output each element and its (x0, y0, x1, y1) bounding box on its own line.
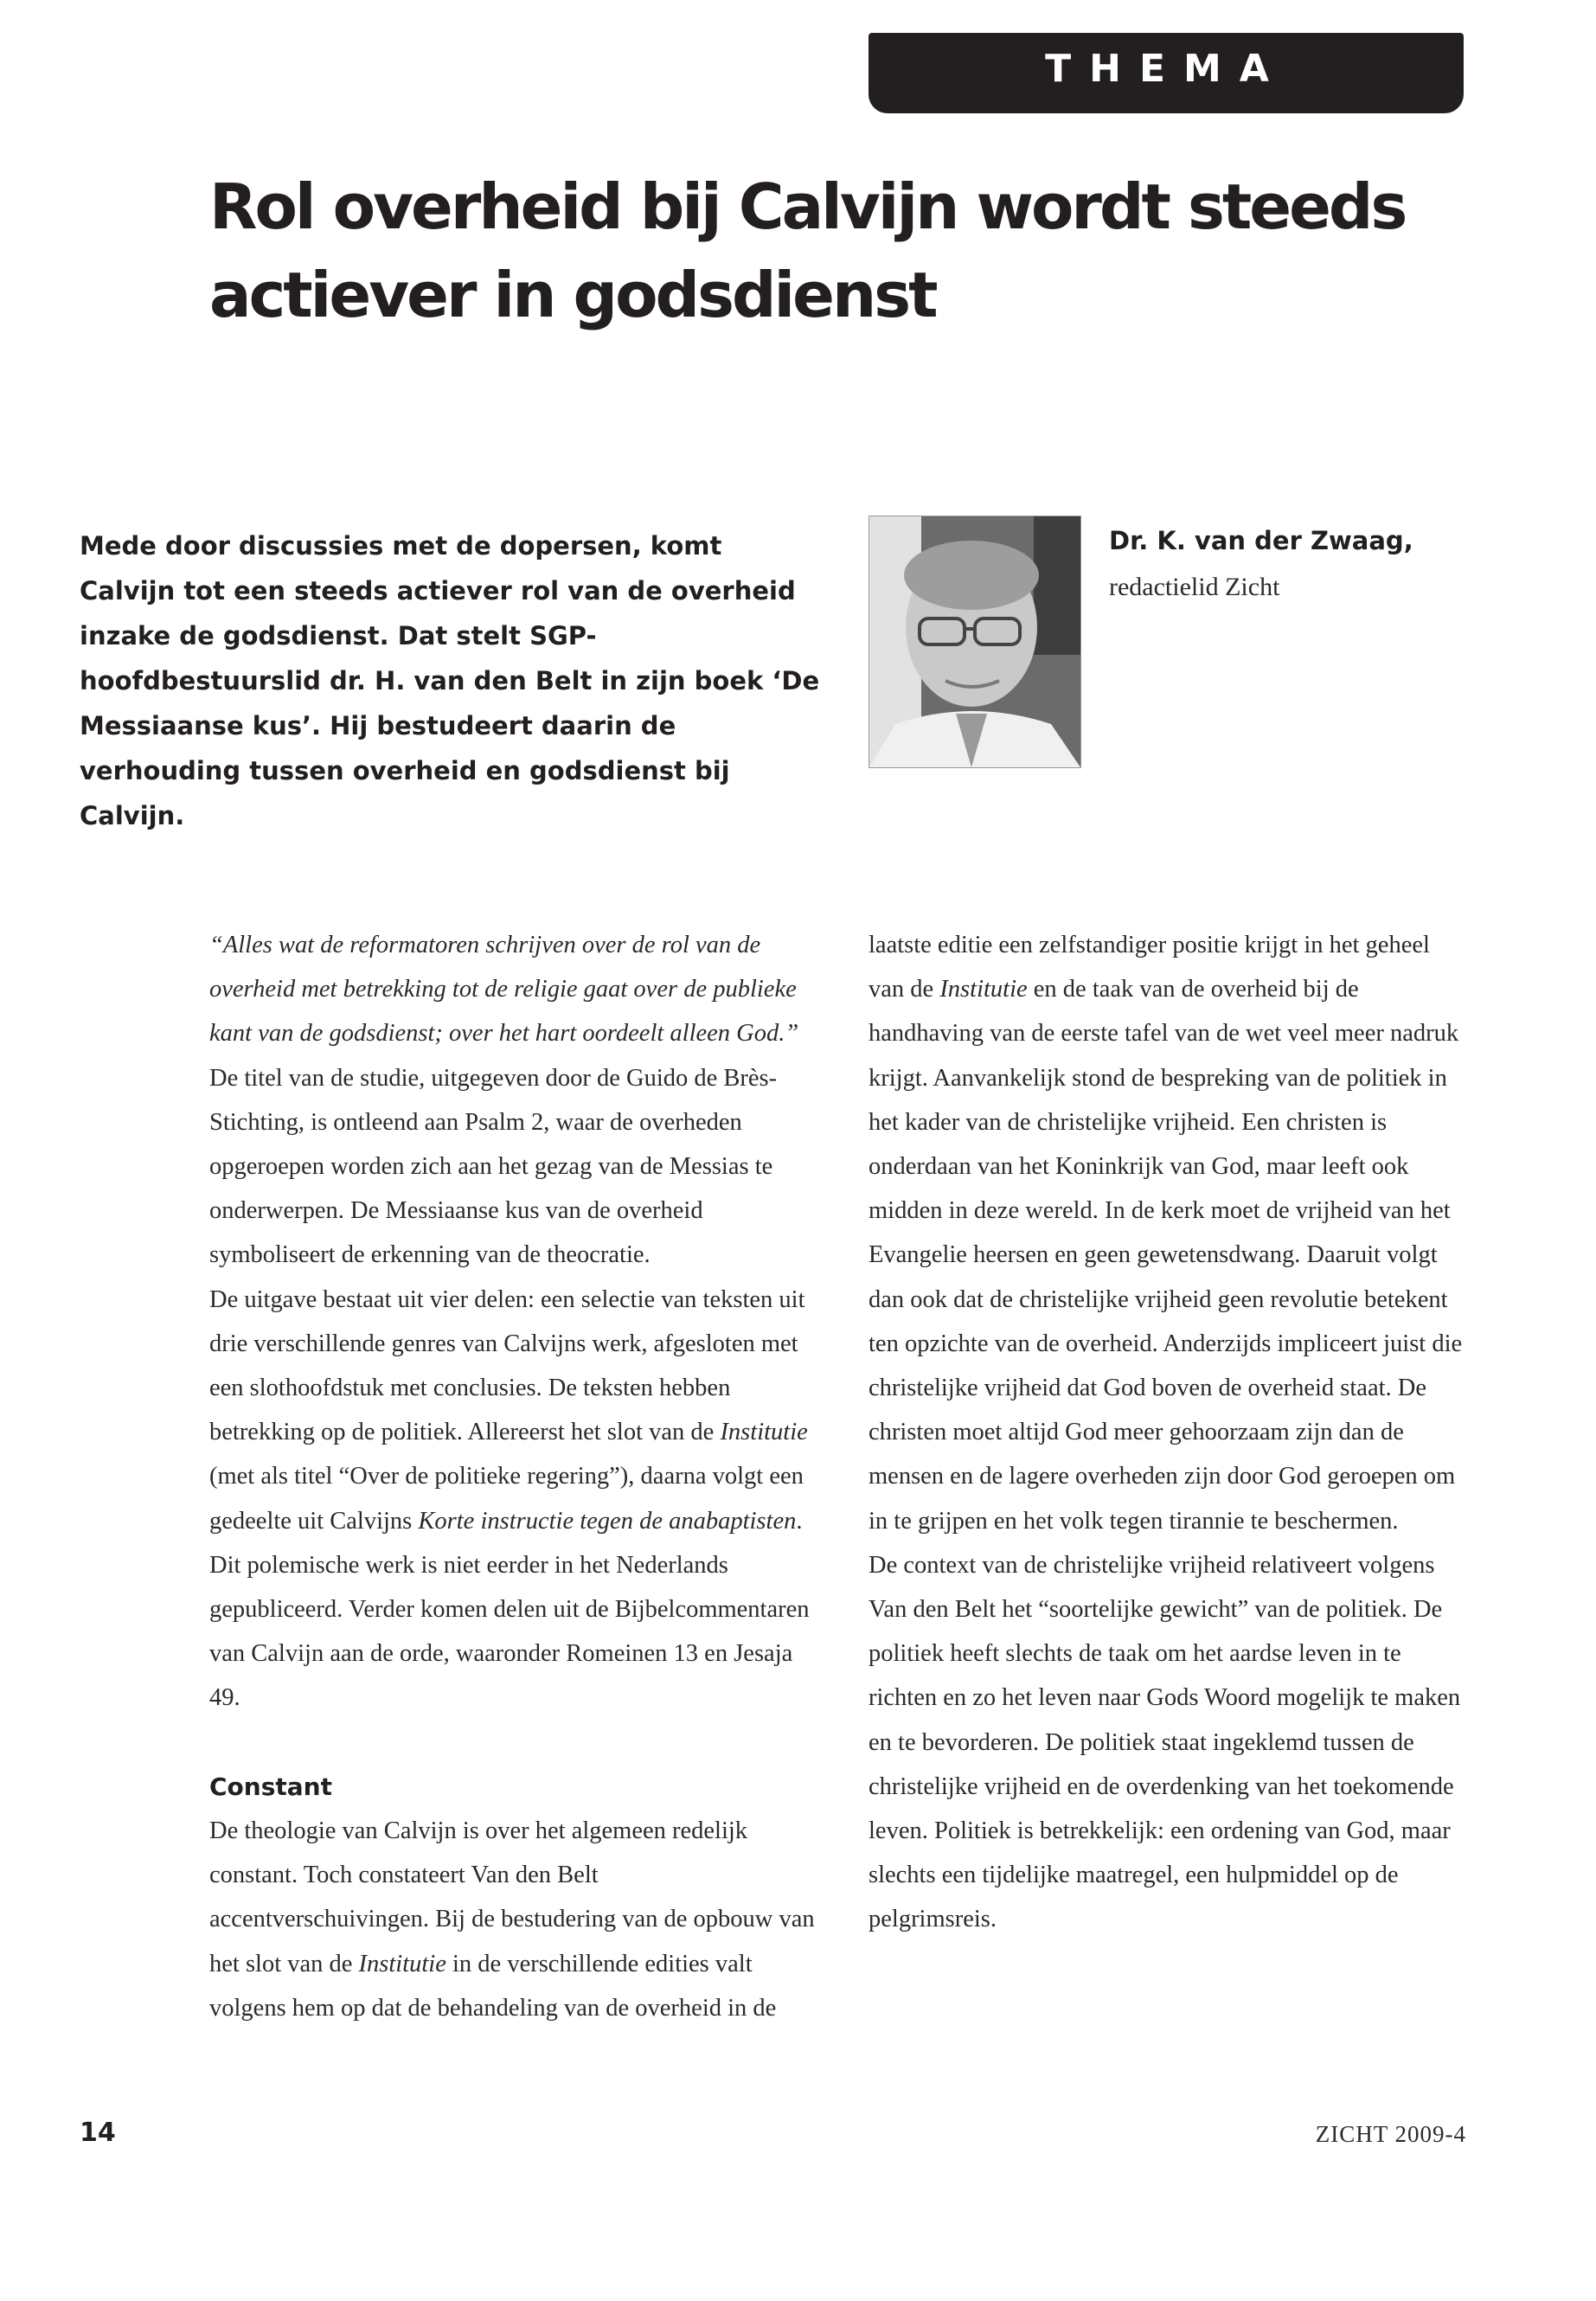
article-column-right (869, 923, 1465, 1942)
article-column-left (209, 923, 815, 2030)
publication-footer: ZICHT 2009-4 (1315, 2121, 1466, 2147)
body-paragraph: De theologie van Calvijn is over het algemeen redelijk constant. Toch constateert Van den Belt accentverschuivingen. Bij de bestudering van de opbouw van het slot van de Institutie in de verschillende edities valt volgens hem op dat de behandeling van de overheid in de (209, 1817, 815, 2022)
page-number: 14 (80, 2118, 116, 2148)
section-label-bar (869, 33, 1464, 113)
body-paragraph: De context van de christelijke vrijheid relativeert volgens Van den Belt het “soortelijke gewicht” van de politiek. De politiek heeft slechts de taak om het aardse leven in te richten en zo het leven naar Gods Woord mogelijk te maken en te bevorderen. De politiek staat ingeklemd tussen de christelijke vrijheid en de overdenking van het toekomende leven. Politiek is betrekkelijk: een ordening van God, maar slechts een tijdelijke maatregel, een hulpmiddel op de pelgrimsreis. (869, 1551, 1461, 1933)
body-paragraph: De uitgave bestaat uit vier delen: een selectie van teksten uit drie verschillende genres van Calvijns werk, afgesloten met een slothoofdstuk met conclusies. De teksten hebben betrekking op de politiek. Allereerst het slot van de Institutie (met als titel “Over de politieke regering”), daarna volgt een gedeelte uit Calvijns Korte instructie tegen de anabaptisten. Dit polemische werk is niet eerder in het Nederlands gepubliceerd. Verder komen delen uit de Bijbelcommentaren van Calvijn aan de orde, waaronder Romeinen 13 en Jesaja 49. (209, 1285, 810, 1712)
article-lead: Mede door discussies met de dopersen, komt Calvijn tot een steeds actiever rol van de overheid inzake de godsdienst. Dat stelt SGP-hoofdbestuurslid dr. H. van den Belt in zijn boek ‘De Messiaanse kus’. Hij bestudeert daarin de verhouding tussen overheid en godsdienst bij Calvijn. (80, 531, 820, 830)
pull-quote: “Alles wat de reformatoren schrijven over de rol van de overheid met betrekking tot de religie gaat over de publieke kant van de godsdienst; over het hart oordeelt alleen God.” (209, 932, 799, 1048)
article-title: Rol overheid bij Calvijn wordt steeds actiever in godsdienst (209, 170, 1406, 331)
body-paragraph: De titel van de studie, uitgegeven door de Guido de Brès-Stichting, is ontleend aan Psalm 2, waar de overheden opgeroepen worden zich aan het gezag van de Messias te onderwerpen. De Messiaanse kus van de overheid symboliseert de erkenning van de theocratie. (209, 1064, 778, 1269)
section-subheading: Constant (209, 1772, 332, 1801)
author-photo (869, 516, 1081, 768)
author-role: redactielid Zicht (1109, 573, 1280, 601)
author-name: Dr. K. van der Zwaag, (1109, 526, 1413, 555)
body-paragraph: laatste editie een zelfstandiger positie krijgt in het geheel van de Institutie en de taak van de overheid bij de handhaving van de eerste tafel van de wet veel meer nadruk krijgt. Aanvankelijk stond de bespreking van de politiek in het kader van de christelijke vrijheid. Een christen is onderdaan van het Koninkrijk van God, maar leeft ook midden in deze wereld. In de kerk moet de vrijheid van het Evangelie heersen en geen gewetensdwang. Daaruit volgt dan ook dat de christelijke vrijheid geen revolutie betekent ten opzichte van de overheid. Anderzijds impliceert juist die christelijke vrijheid dat God boven de overheid staat. De christen moet altijd God meer gehoorzaam zijn dan de mensen en de lagere overheden zijn door God geroepen om in te grijpen en het volk tegen tirannie te beschermen. (869, 932, 1463, 1535)
section-label: THEMA (1045, 47, 1287, 91)
